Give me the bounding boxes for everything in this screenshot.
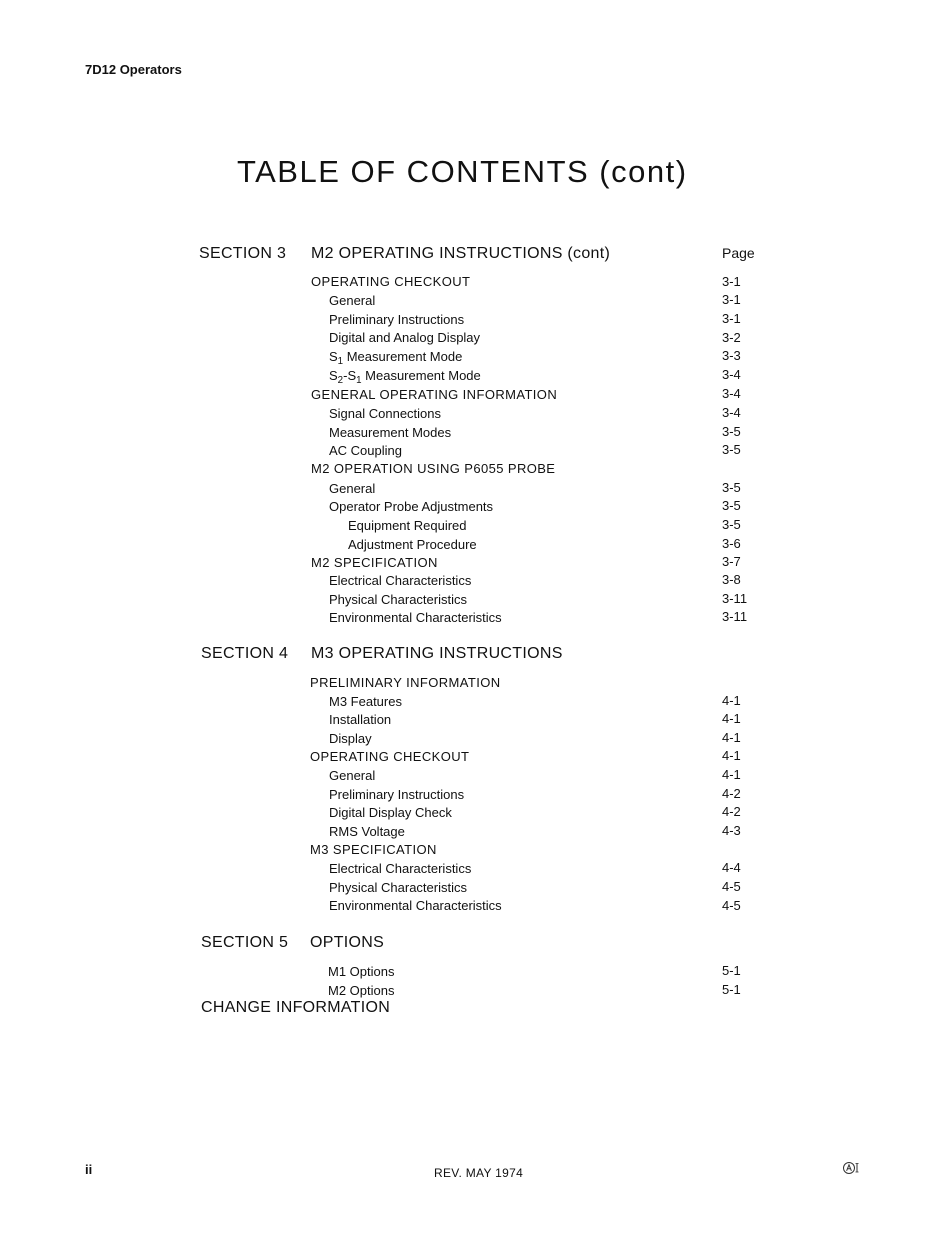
toc-entry: $S_1$ Measurement Mode — [329, 349, 463, 367]
toc-page-number: 4-2 — [722, 786, 741, 801]
section-label: SECTION 4 — [201, 645, 289, 662]
toc-page-number: 4-3 — [722, 823, 741, 838]
toc-page-number: 4-1 — [722, 711, 741, 726]
toc-entry: OPERATING CHECKOUT — [310, 749, 470, 764]
toc-entry: Environmental Characteristics — [329, 610, 502, 625]
toc-entry: M2 OPERATION USING P6055 PROBE — [311, 461, 556, 476]
toc-page-number: 4-2 — [722, 804, 741, 819]
toc-page-number: 3-1 — [722, 292, 741, 307]
toc-page-number: 3-4 — [722, 405, 741, 420]
toc-entry: General — [329, 481, 376, 496]
toc-page-number: 4-1 — [722, 730, 741, 745]
toc-entry: Preliminary Instructions — [329, 787, 465, 802]
toc-entry: Equipment Required — [348, 518, 467, 533]
toc-entry: RMS Voltage — [329, 824, 405, 839]
toc-page-number: 3-5 — [722, 517, 741, 532]
toc-entry: Physical Characteristics — [329, 880, 467, 895]
section-title: M2 OPERATING INSTRUCTIONS (cont) — [311, 245, 611, 262]
toc-entry: M3 SPECIFICATION — [310, 842, 437, 857]
toc-entry: M1 Options — [328, 964, 395, 979]
toc-page-number: 4-1 — [722, 767, 741, 782]
toc-entry: Digital Display Check — [329, 805, 452, 820]
toc-page-number: 3-2 — [722, 330, 741, 345]
section-title: M3 OPERATING INSTRUCTIONS — [311, 645, 563, 662]
revision-date: REV. MAY 1974 — [434, 1166, 524, 1180]
toc-page-number: 4-1 — [722, 693, 741, 708]
page-title: TABLE OF CONTENTS (cont) — [237, 154, 688, 189]
toc-page-number: 3-5 — [722, 480, 741, 495]
toc-page-number: 4-1 — [722, 748, 741, 763]
toc-entry: M2 Options — [328, 983, 395, 998]
toc-page-number: 3-6 — [722, 536, 741, 551]
page-column-label: Page — [722, 245, 755, 261]
toc-entry: Display — [329, 731, 372, 746]
toc-entry: General — [329, 293, 376, 308]
toc-entry: AC Coupling — [329, 443, 402, 458]
toc-entry: $S_2-S_1$ Measurement Mode — [329, 368, 481, 386]
toc-entry: Electrical Characteristics — [329, 861, 472, 876]
toc-entry: Electrical Characteristics — [329, 573, 472, 588]
toc-page-number: 3-11 — [722, 609, 748, 624]
toc-page-number: 5-1 — [722, 963, 741, 978]
section-label: SECTION 5 — [201, 934, 289, 951]
toc-page-number: 3-3 — [722, 348, 741, 363]
toc-page-number: 3-4 — [722, 386, 741, 401]
toc-page-number: 4-5 — [722, 879, 741, 894]
section-title: OPTIONS — [310, 934, 385, 951]
change-information-heading: CHANGE INFORMATION — [201, 999, 391, 1016]
toc-page-number: 3-1 — [722, 274, 741, 289]
toc-entry: Signal Connections — [329, 406, 442, 421]
toc-page-number: 3-5 — [722, 424, 741, 439]
toc-entry: Physical Characteristics — [329, 592, 467, 607]
toc-page-number: 3-5 — [722, 442, 741, 457]
toc-entry: M2 SPECIFICATION — [311, 555, 438, 570]
toc-entry: Preliminary Instructions — [329, 312, 465, 327]
toc-entry: M3 Features — [329, 694, 402, 709]
section-label: SECTION 3 — [199, 245, 287, 262]
toc-page-number: 3-5 — [722, 498, 741, 513]
toc-entry: Installation — [329, 712, 392, 727]
toc-page-number: 3-4 — [722, 367, 741, 382]
toc-page-number: 4-5 — [722, 898, 741, 913]
toc-entry: PRELIMINARY INFORMATION — [310, 675, 501, 690]
toc-page-number: 3-11 — [722, 591, 748, 606]
publisher-logo-icon — [842, 1161, 860, 1175]
toc-entry: OPERATING CHECKOUT — [311, 274, 471, 289]
toc-entry: Digital and Analog Display — [329, 330, 481, 345]
toc-entry: Measurement Modes — [329, 425, 452, 440]
toc-page-number: 3-8 — [722, 572, 741, 587]
toc-entry: Adjustment Procedure — [348, 537, 477, 552]
toc-entry: General — [329, 768, 376, 783]
toc-entry: GENERAL OPERATING INFORMATION — [311, 387, 558, 402]
toc-page-number: 3-7 — [722, 554, 741, 569]
running-head: 7D12 Operators — [85, 62, 182, 77]
toc-page-number: 3-1 — [722, 311, 741, 326]
page-number: ii — [85, 1162, 93, 1177]
toc-entry: Environmental Characteristics — [329, 898, 502, 913]
toc-page-number: 5-1 — [722, 982, 741, 997]
toc-page-number: 4-4 — [722, 860, 741, 875]
toc-entry: Operator Probe Adjustments — [329, 499, 494, 514]
